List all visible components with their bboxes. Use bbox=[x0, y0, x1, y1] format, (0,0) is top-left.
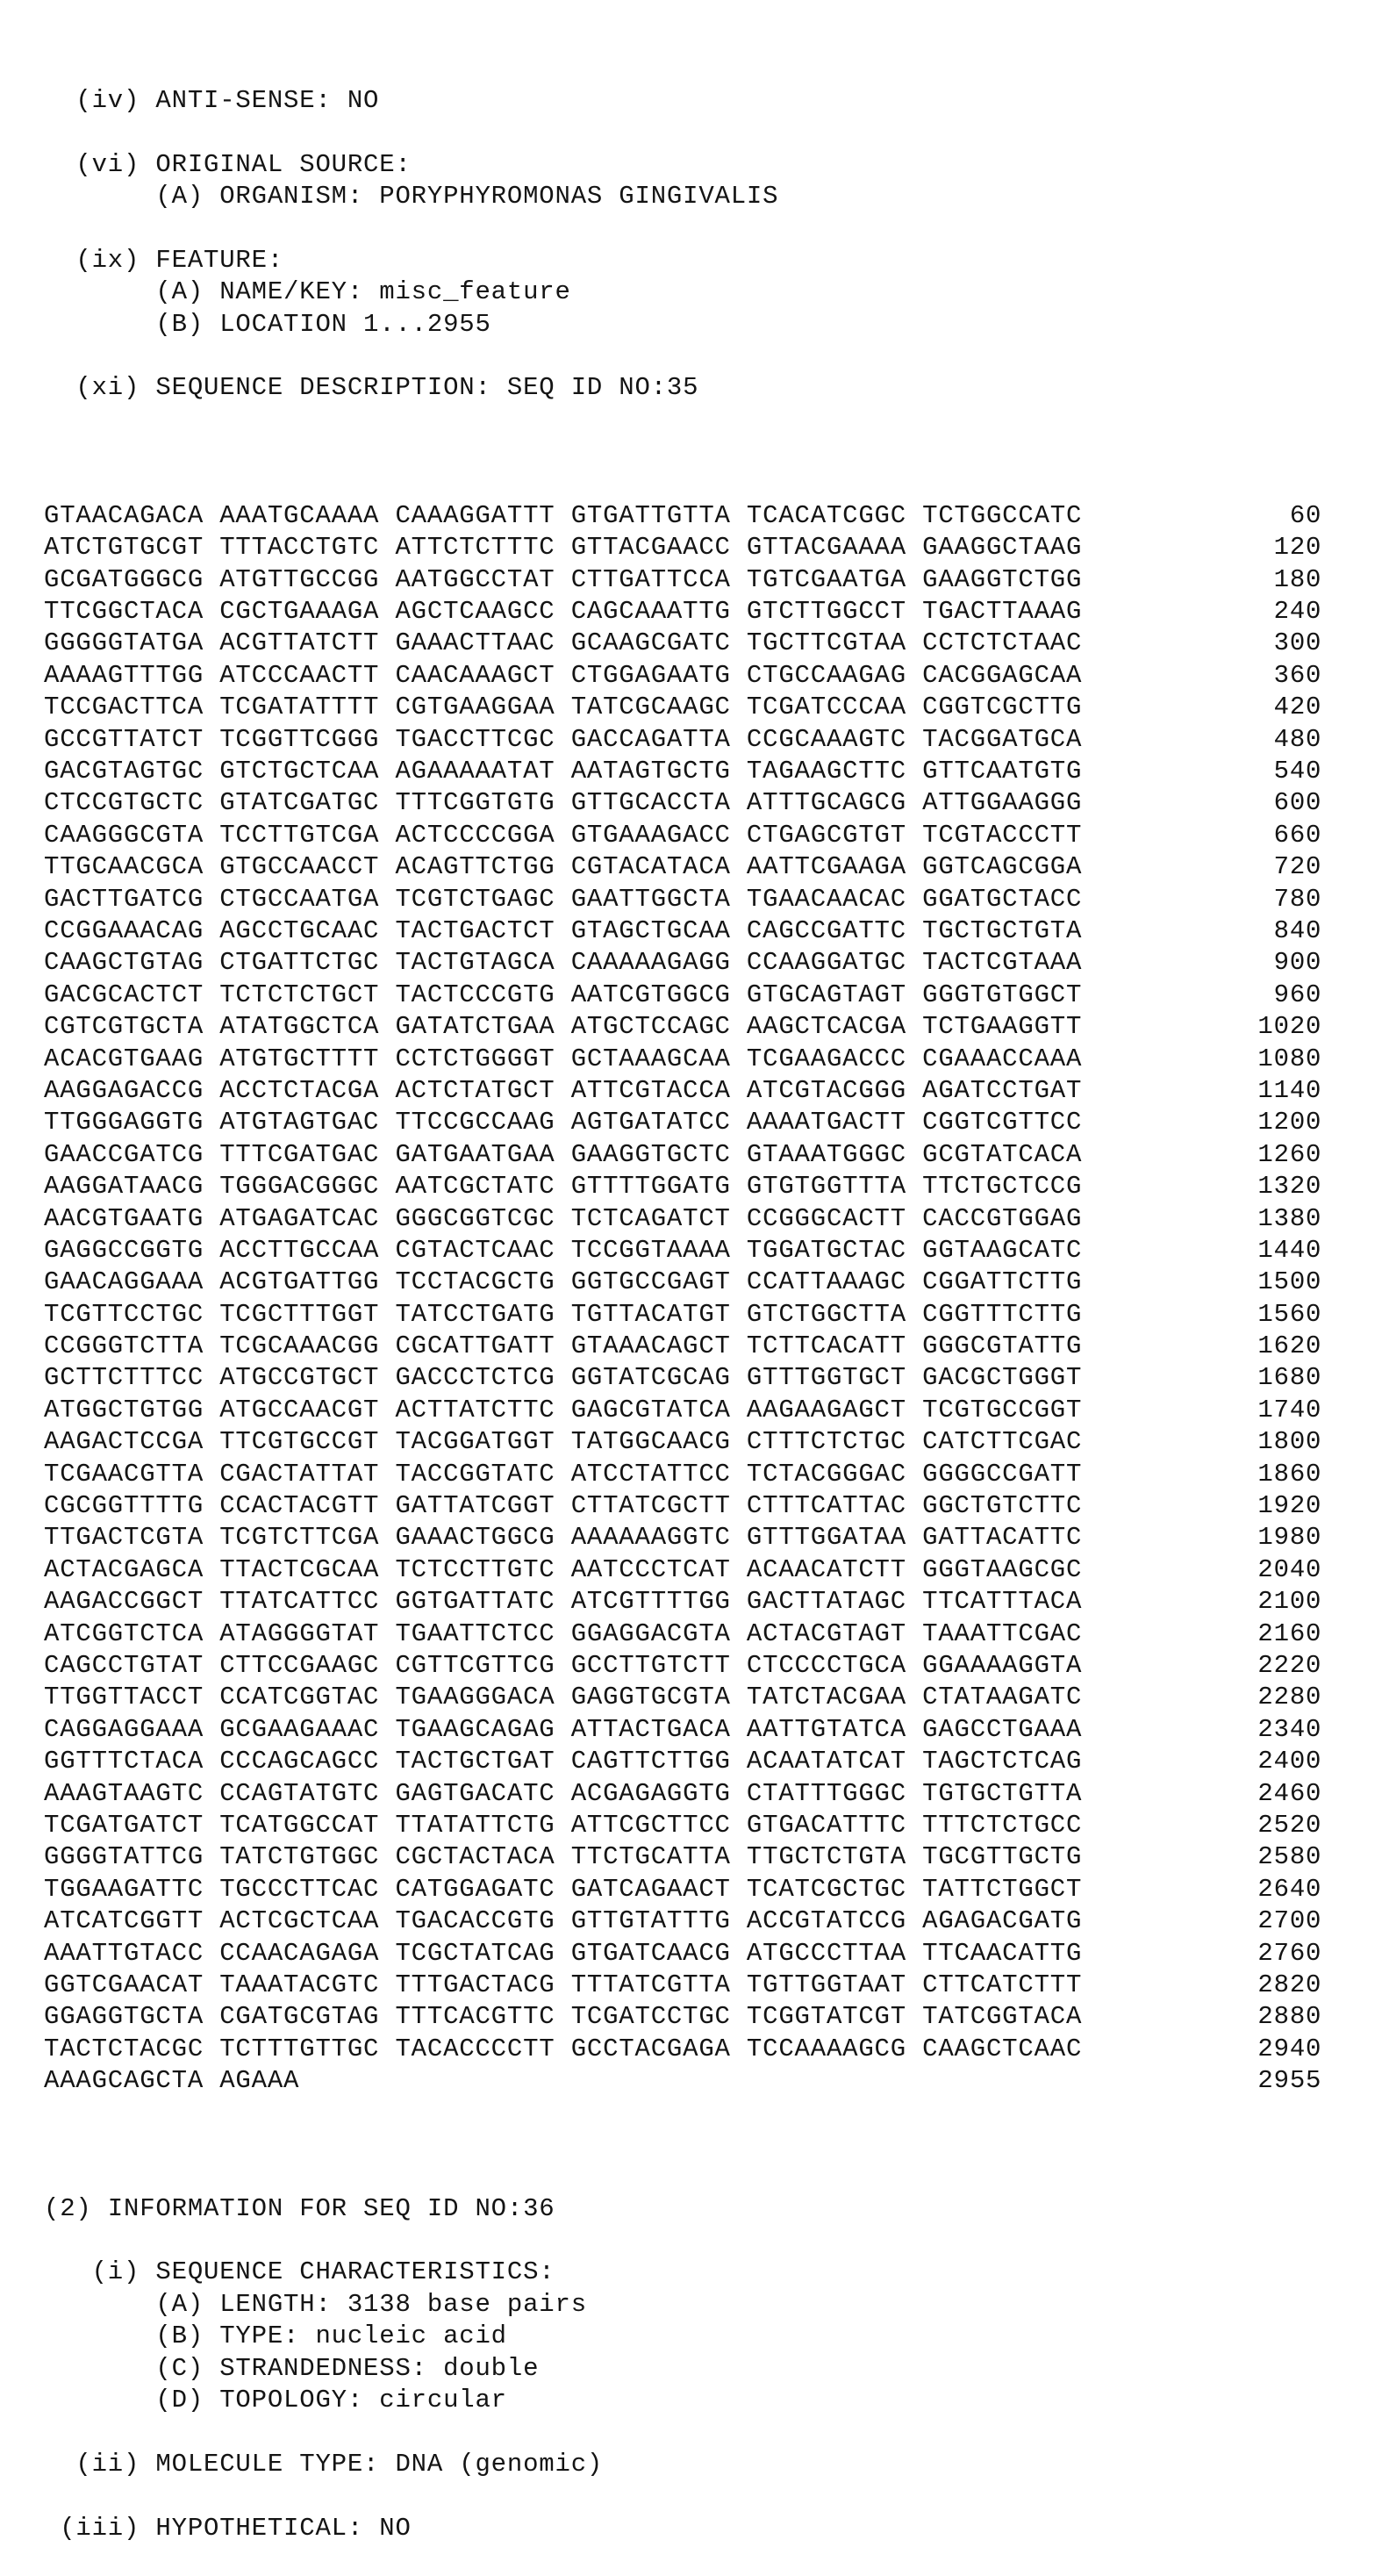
sequence-row bbox=[44, 1554, 1360, 1586]
sequence-bases: GGGGTATTCG TATCTGTGGC CGCTACTACA TTCTGCATTA TTGCTCTGTA TGCGTTGCTG bbox=[44, 1842, 1178, 1872]
position-number: 1980 bbox=[1178, 1523, 1322, 1553]
position-number: 2520 bbox=[1178, 1810, 1322, 1840]
sequence-row bbox=[44, 1044, 1360, 1075]
sequence-row bbox=[44, 1905, 1360, 1937]
position-number: 2940 bbox=[1178, 2034, 1322, 2063]
sequence-row bbox=[44, 692, 1360, 723]
position-number: 600 bbox=[1178, 788, 1322, 818]
sequence-row bbox=[44, 628, 1360, 659]
position-number: 2700 bbox=[1178, 1906, 1322, 1936]
position-number: 780 bbox=[1178, 884, 1322, 914]
sequence-bases: GGTTTCTACA CCCAGCAGCC TACTGCTGAT CAGTTCTTGG ACAATATCAT TAGCTCTCAG bbox=[44, 1747, 1178, 1776]
header-line: (A) ORGANISM: PORYPHYROMONAS GINGIVALIS bbox=[44, 181, 779, 211]
sequence-bases: GGAGGTGCTA CGATGCGTAG TTTCACGTTC TCGATCCTGC TCGGTATCGT TATCGGTACA bbox=[44, 2002, 1178, 2032]
header-line bbox=[44, 341, 1360, 372]
sequence-row bbox=[44, 947, 1360, 979]
sequence-bases: GCCGTTATCT TCGGTTCGGG TGACCTTCGC GACCAGATTA CCGCAAAGTC TACGGATGCA bbox=[44, 724, 1178, 754]
sequence-bases: GAACCGATCG TTTCGATGAC GATGAATGAA GAAGGTGCTC GTAAATGGGC GCGTATCACA bbox=[44, 1139, 1178, 1169]
sequence-bases: TTGCAACGCA GTGCCAACCT ACAGTTCTGG CGTACATACA AATTCGAAGA GGTCAGCGGA bbox=[44, 852, 1178, 882]
position-number: 420 bbox=[1178, 692, 1322, 722]
sequence-row bbox=[44, 1362, 1360, 1394]
sequence-bases: TTGGGAGGTG ATGTAGTGAC TTCCGCCAAG AGTGATATCC AAAATGACTT CGGTCGTTCC bbox=[44, 1108, 1178, 1137]
footer-block bbox=[44, 2161, 1360, 2544]
sequence-bases: TTGACTCGTA TCGTCTTCGA GAAACTGGCG AAAAAAGGTC GTTTGGATAA GATTACATTC bbox=[44, 1523, 1178, 1553]
sequence-bases: TCCGACTTCA TCGATATTTT CGTGAAGGAA TATCGCAAGC TCGATCCCAA CGGTCGCTTG bbox=[44, 692, 1178, 722]
sequence-row bbox=[44, 1746, 1360, 1777]
position-number: 1860 bbox=[1178, 1459, 1322, 1489]
sequence-row bbox=[44, 1266, 1360, 1298]
position-number: 1680 bbox=[1178, 1363, 1322, 1393]
sequence-row bbox=[44, 2065, 1360, 2097]
sequence-bases: CTCCGTGCTC GTATCGATGC TTTCGGTGTG GTTGCACCTA ATTTGCAGCG ATTGGAAGGG bbox=[44, 788, 1178, 818]
sequence-bases: AAGGATAACG TGGGACGGGC AATCGCTATC GTTTTGGATG GTGTGGTTTA TTCTGCTCCG bbox=[44, 1172, 1178, 1202]
sequence-bases: CAAGCTGTAG CTGATTCTGC TACTGTAGCA CAAAAAGAGG CCAAGGATGC TACTCGTAAA bbox=[44, 948, 1178, 978]
sequence-row bbox=[44, 532, 1360, 563]
sequence-row bbox=[44, 1682, 1360, 1713]
sequence-row bbox=[44, 1107, 1360, 1138]
sequence-row bbox=[44, 979, 1360, 1011]
sequence-row bbox=[44, 1235, 1360, 1266]
header-line: (xi) SEQUENCE DESCRIPTION: SEQ ID NO:35 bbox=[44, 373, 699, 403]
sequence-row bbox=[44, 1203, 1360, 1235]
position-number: 2820 bbox=[1178, 1970, 1322, 1999]
position-number: 2460 bbox=[1178, 1778, 1322, 1808]
position-number: 1440 bbox=[1178, 1235, 1322, 1265]
sequence-bases: TCGATGATCT TCATGGCCAT TTATATTCTG ATTCGCTTCC GTGACATTTC TTTCTCTGCC bbox=[44, 1810, 1178, 1840]
sequence-bases: TACTCTACGC TCTTTGTTGC TACACCCCTT GCCTACGAGA TCCAAAAGCG CAAGCTCAAC bbox=[44, 2034, 1178, 2063]
sequence-bases: AAGACCGGCT TTATCATTCC GGTGATTATC ATCGTTTTGG GACTTATAGC TTCATTTACA bbox=[44, 1587, 1178, 1617]
header-line bbox=[44, 117, 1360, 148]
position-number: 1920 bbox=[1178, 1491, 1322, 1521]
sequence-bases: CAAGGGCGTA TCCTTGTCGA ACTCCCCGGA GTGAAAGACC CTGAGCGTGT TCGTACCCTT bbox=[44, 820, 1178, 850]
sequence-row bbox=[44, 884, 1360, 915]
sequence-bases: AAAGCAGCTA AGAAA bbox=[44, 2066, 1178, 2096]
sequence-row bbox=[44, 1586, 1360, 1618]
sequence-bases: CAGGAGGAAA GCGAAGAAAC TGAAGCAGAG ATTACTGACA AATTGTATCA GAGCCTGAAA bbox=[44, 1714, 1178, 1744]
position-number: 2100 bbox=[1178, 1587, 1322, 1617]
position-number: 1800 bbox=[1178, 1427, 1322, 1457]
sequence-bases: TGGAAGATTC TGCCCTTCAC CATGGAGATC GATCAGAACT TCATCGCTGC TATTCTGGCT bbox=[44, 1874, 1178, 1904]
sequence-bases: TTGGTTACCT CCATCGGTAC TGAAGGGACA GAGGTGCGTA TATCTACGAA CTATAAGATC bbox=[44, 1683, 1178, 1712]
position-number: 900 bbox=[1178, 948, 1322, 978]
position-number: 2220 bbox=[1178, 1650, 1322, 1680]
sequence-bases: GTAACAGACA AAATGCAAAA CAAAGGATTT GTGATTGTTA TCACATCGGC TCTGGCCATC bbox=[44, 500, 1178, 530]
position-number: 720 bbox=[1178, 852, 1322, 882]
sequence-bases: CCGGAAACAG AGCCTGCAAC TACTGACTCT GTAGCTGCAA CAGCCGATTC TGCTGCTGTA bbox=[44, 916, 1178, 945]
position-number: 660 bbox=[1178, 820, 1322, 850]
position-number: 1560 bbox=[1178, 1299, 1322, 1329]
sequence-row bbox=[44, 915, 1360, 947]
position-number: 960 bbox=[1178, 979, 1322, 1009]
position-number: 2160 bbox=[1178, 1618, 1322, 1648]
position-number: 2340 bbox=[1178, 1714, 1322, 1744]
sequence-row bbox=[44, 724, 1360, 756]
sequence-row bbox=[44, 1011, 1360, 1043]
footer-line: (D) TOPOLOGY: circular bbox=[44, 2386, 507, 2415]
sequence-bases: TCGAACGTTA CGACTATTAT TACCGGTATC ATCCTATTCC TCTACGGGAC GGGGCCGATT bbox=[44, 1459, 1178, 1489]
sequence-bases: CCGGGTCTTA TCGCAAACGG CGCATTGATT GTAAACAGCT TCTTCACATT GGGCGTATTG bbox=[44, 1331, 1178, 1361]
sequence-row bbox=[44, 1874, 1360, 1905]
sequence-row bbox=[44, 820, 1360, 851]
position-number: 2880 bbox=[1178, 2002, 1322, 2032]
position-number: 1500 bbox=[1178, 1267, 1322, 1297]
sequence-row bbox=[44, 660, 1360, 692]
header-line: (B) LOCATION 1...2955 bbox=[44, 309, 491, 339]
footer-line: (i) SEQUENCE CHARACTERISTICS: bbox=[44, 2257, 555, 2287]
sequence-row bbox=[44, 1139, 1360, 1171]
sequence-row bbox=[44, 1459, 1360, 1490]
sequence-document bbox=[44, 21, 1360, 2576]
sequence-row bbox=[44, 500, 1360, 532]
sequence-bases: GGGGGTATGA ACGTTATCTT GAAACTTAAC GCAAGCGATC TGCTTCGTAA CCTCTCTAAC bbox=[44, 628, 1178, 658]
footer-line: (2) INFORMATION FOR SEQ ID NO:36 bbox=[44, 2193, 555, 2223]
sequence-bases: AAGGAGACCG ACCTCTACGA ACTCTATGCT ATTCGTACCA ATCGTACGGG AGATCCTGAT bbox=[44, 1075, 1178, 1105]
header-line: (A) NAME/KEY: misc_feature bbox=[44, 277, 571, 307]
position-number: 1320 bbox=[1178, 1172, 1322, 1202]
footer-line: (B) TYPE: nucleic acid bbox=[44, 2321, 507, 2351]
sequence-row bbox=[44, 1331, 1360, 1362]
sequence-block bbox=[44, 500, 1360, 2098]
sequence-bases: GCGATGGGCG ATGTTGCCGG AATGGCCTAT CTTGATTCCA TGTCGAATGA GAAGGTCTGG bbox=[44, 564, 1178, 594]
sequence-row bbox=[44, 596, 1360, 628]
position-number: 2580 bbox=[1178, 1842, 1322, 1872]
position-number: 480 bbox=[1178, 724, 1322, 754]
position-number: 180 bbox=[1178, 564, 1322, 594]
footer-line: (A) LENGTH: 3138 base pairs bbox=[44, 2289, 587, 2319]
sequence-row bbox=[44, 1778, 1360, 1810]
position-number: 2400 bbox=[1178, 1747, 1322, 1776]
footer-line bbox=[44, 2161, 1360, 2192]
footer-line bbox=[44, 2416, 1360, 2448]
footer-line: (C) STRANDEDNESS: double bbox=[44, 2353, 540, 2383]
position-number: 360 bbox=[1178, 660, 1322, 690]
sequence-bases: ATCTGTGCGT TTTACCTGTC ATTCTCTTTC GTTACGAACC GTTACGAAAA GAAGGCTAAG bbox=[44, 533, 1178, 563]
sequence-row bbox=[44, 1650, 1360, 1682]
sequence-row bbox=[44, 1171, 1360, 1202]
sequence-bases: ACACGTGAAG ATGTGCTTTT CCTCTGGGGT GCTAAAGCAA TCGAAGACCC CGAAACCAAA bbox=[44, 1044, 1178, 1073]
position-number: 300 bbox=[1178, 628, 1322, 658]
sequence-row bbox=[44, 851, 1360, 883]
sequence-bases: CGCGGTTTTG CCACTACGTT GATTATCGGT CTTATCGCTT CTTTCATTAC GGCTGTCTTC bbox=[44, 1491, 1178, 1521]
position-number: 2040 bbox=[1178, 1554, 1322, 1584]
sequence-bases: AAAGTAAGTC CCAGTATGTC GAGTGACATC ACGAGAGGTG CTATTTGGGC TGTGCTGTTA bbox=[44, 1778, 1178, 1808]
sequence-row bbox=[44, 756, 1360, 787]
header-line: (ix) FEATURE: bbox=[44, 245, 284, 275]
position-number: 1140 bbox=[1178, 1075, 1322, 1105]
position-number: 1380 bbox=[1178, 1203, 1322, 1233]
sequence-row bbox=[44, 1714, 1360, 1746]
header-line: (vi) ORIGINAL SOURCE: bbox=[44, 149, 412, 179]
sequence-bases: GCTTCTTTCC ATGCCGTGCT GACCCTCTCG GGTATCGCAG GTTTGGTGCT GACGCTGGGT bbox=[44, 1363, 1178, 1393]
header-line: (iv) ANTI-SENSE: NO bbox=[44, 85, 380, 115]
sequence-bases: GGTCGAACAT TAAATACGTC TTTGACTACG TTTATCGTTA TGTTGGTAAT CTTCATCTTT bbox=[44, 1970, 1178, 1999]
sequence-row bbox=[44, 1810, 1360, 1841]
sequence-row bbox=[44, 1618, 1360, 1650]
sequence-row bbox=[44, 1841, 1360, 1873]
sequence-row bbox=[44, 1970, 1360, 2001]
position-number: 1080 bbox=[1178, 1044, 1322, 1073]
sequence-row bbox=[44, 1075, 1360, 1107]
sequence-row bbox=[44, 2001, 1360, 2033]
sequence-bases: AAATTGTACC CCAACAGAGA TCGCTATCAG GTGATCAACG ATGCCCTTAA TTCAACATTG bbox=[44, 1938, 1178, 1968]
header-block bbox=[44, 85, 1360, 436]
sequence-bases: ATCGGTCTCA ATAGGGGTAT TGAATTCTCC GGAGGACGTA ACTACGTAGT TAAATTCGAC bbox=[44, 1618, 1178, 1648]
position-number: 1200 bbox=[1178, 1108, 1322, 1137]
position-number: 60 bbox=[1178, 500, 1322, 530]
sequence-row bbox=[44, 1938, 1360, 1970]
sequence-bases: AAAAGTTTGG ATCCCAACTT CAACAAAGCT CTGGAGAATG CTGCCAAGAG CACGGAGCAA bbox=[44, 660, 1178, 690]
sequence-bases: GAACAGGAAA ACGTGATTGG TCCTACGCTG GGTGCCGAGT CCATTAAAGC CGGATTCTTG bbox=[44, 1267, 1178, 1297]
sequence-bases: TCGTTCCTGC TCGCTTTGGT TATCCTGATG TGTTACATGT GTCTGGCTTA CGGTTTCTTG bbox=[44, 1299, 1178, 1329]
sequence-bases: TTCGGCTACA CGCTGAAAGA AGCTCAAGCC CAGCAAATTG GTCTTGGCCT TGACTTAAAG bbox=[44, 597, 1178, 627]
sequence-bases: ATGGCTGTGG ATGCCAACGT ACTTATCTTC GAGCGTATCA AAGAAGAGCT TCGTGCCGGT bbox=[44, 1395, 1178, 1424]
sequence-bases: AAGACTCCGA TTCGTGCCGT TACGGATGGT TATGGCAACG CTTTCTCTGC CATCTTCGAC bbox=[44, 1427, 1178, 1457]
sequence-bases: ACTACGAGCA TTACTCGCAA TCTCCTTGTC AATCCCTCAT ACAACATCTT GGGTAAGCGC bbox=[44, 1554, 1178, 1584]
sequence-row bbox=[44, 1395, 1360, 1426]
sequence-bases: GACTTGATCG CTGCCAATGA TCGTCTGAGC GAATTGGCTA TGAACAACAC GGATGCTACC bbox=[44, 884, 1178, 914]
sequence-bases: AACGTGAATG ATGAGATCAC GGGCGGTCGC TCTCAGATCT CCGGGCACTT CACCGTGGAG bbox=[44, 1203, 1178, 1233]
sequence-bases: GACGTAGTGC GTCTGCTCAA AGAAAAATAT AATAGTGCTG TAGAAGCTTC GTTCAATGTG bbox=[44, 757, 1178, 786]
position-number: 2760 bbox=[1178, 1938, 1322, 1968]
position-number: 2640 bbox=[1178, 1874, 1322, 1904]
footer-line: (ii) MOLECULE TYPE: DNA (genomic) bbox=[44, 2449, 604, 2479]
sequence-bases: CGTCGTGCTA ATATGGCTCA GATATCTGAA ATGCTCCAGC AAGCTCACGA TCTGAAGGTT bbox=[44, 1012, 1178, 1042]
sequence-bases: CAGCCTGTAT CTTCCGAAGC CGTTCGTTCG GCCTTGTCTT CTCCCCTGCA GGAAAAGGTA bbox=[44, 1650, 1178, 1680]
header-line bbox=[44, 405, 1360, 436]
sequence-bases: GACGCACTCT TCTCTCTGCT TACTCCCGTG AATCGTGGCG GTGCAGTAGT GGGTGTGGCT bbox=[44, 979, 1178, 1009]
sequence-row bbox=[44, 2034, 1360, 2065]
sequence-row bbox=[44, 1299, 1360, 1331]
sequence-row bbox=[44, 787, 1360, 819]
sequence-row bbox=[44, 1426, 1360, 1458]
footer-line bbox=[44, 2225, 1360, 2257]
sequence-row bbox=[44, 1490, 1360, 1522]
sequence-bases: ATCATCGGTT ACTCGCTCAA TGACACCGTG GTTGTATTTG ACCGTATCCG AGAGACGATG bbox=[44, 1906, 1178, 1936]
position-number: 540 bbox=[1178, 757, 1322, 786]
position-number: 1740 bbox=[1178, 1395, 1322, 1424]
sequence-bases: GAGGCCGGTG ACCTTGCCAA CGTACTCAAC TCCGGTAAAA TGGATGCTAC GGTAAGCATC bbox=[44, 1235, 1178, 1265]
header-line bbox=[44, 212, 1360, 244]
position-number: 1260 bbox=[1178, 1139, 1322, 1169]
sequence-row bbox=[44, 1522, 1360, 1553]
position-number: 2280 bbox=[1178, 1683, 1322, 1712]
position-number: 2955 bbox=[1178, 2066, 1322, 2096]
sequence-row bbox=[44, 564, 1360, 596]
position-number: 1620 bbox=[1178, 1331, 1322, 1361]
position-number: 120 bbox=[1178, 533, 1322, 563]
footer-line: (iii) HYPOTHETICAL: NO bbox=[44, 2513, 412, 2543]
position-number: 1020 bbox=[1178, 1012, 1322, 1042]
footer-line bbox=[44, 2480, 1360, 2512]
position-number: 840 bbox=[1178, 916, 1322, 945]
position-number: 240 bbox=[1178, 597, 1322, 627]
